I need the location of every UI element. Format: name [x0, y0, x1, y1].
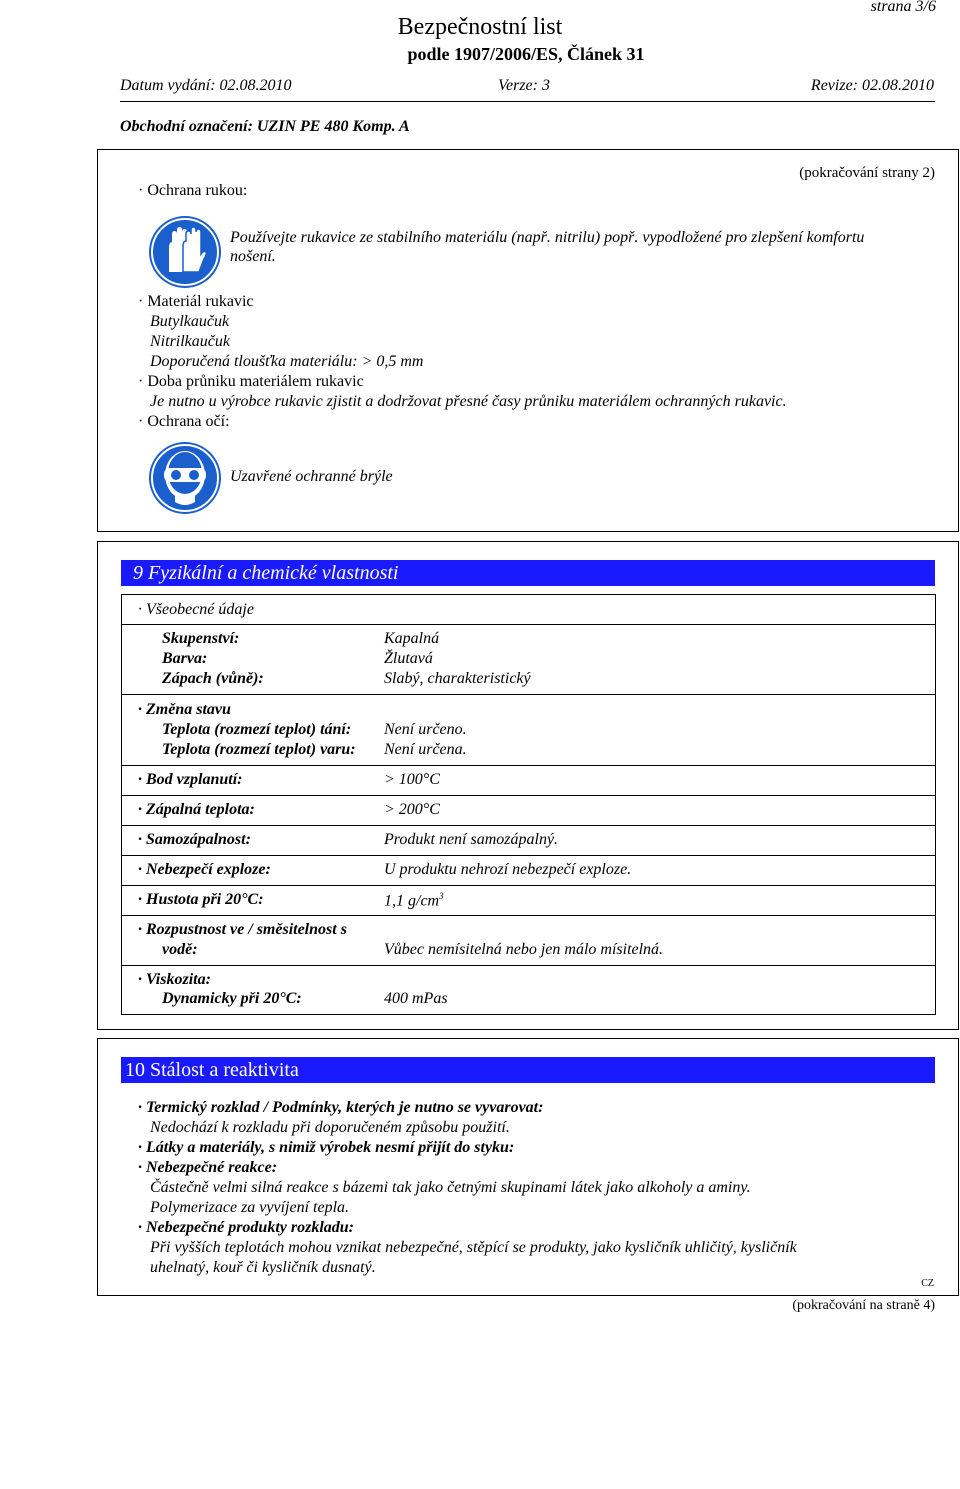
viscosity-label: · Viskozita: — [138, 971, 211, 988]
page-number: strana 3/6 — [870, 0, 936, 15]
divider — [121, 624, 935, 625]
dangerous-reactions-label: · Nebezpečné reakce: — [138, 1159, 278, 1176]
odour-label: Zápach (vůně): — [162, 670, 264, 687]
glove-material-1: Butylkaučuk — [150, 313, 230, 330]
glove-instruction-line2: nošení. — [230, 248, 276, 265]
boiling-label: Teplota (rozmezí teplot) varu: — [162, 741, 356, 758]
general-info-label: · Všeobecné údaje — [138, 601, 254, 618]
solubility-value: Vůbec nemísitelná nebo jen málo mísitelná. — [384, 941, 664, 958]
revision: Revize: 02.08.2010 — [810, 77, 934, 94]
eye-protection-label: · Ochrana očí: — [138, 413, 230, 430]
hand-protection-label: · Ochrana rukou: — [138, 182, 248, 199]
issue-date: Datum vydání: 02.08.2010 — [120, 77, 292, 94]
divider — [121, 795, 935, 796]
form-value: Kapalná — [384, 630, 440, 647]
glove-material-2: Nitrilkaučuk — [150, 333, 230, 350]
continued-to: (pokračování na straně 4) — [792, 1298, 935, 1313]
divider — [121, 885, 935, 886]
goggles-text: Uzavřené ochranné brýle — [230, 468, 393, 485]
boiling-value: Není určena. — [384, 741, 467, 758]
decomposition-products-label: · Nebezpečné produkty rozkladu: — [138, 1219, 354, 1236]
state-change-label: · Změna stavu — [138, 701, 231, 718]
dynamic-viscosity-label: Dynamicky při 20°C: — [162, 990, 302, 1007]
divider — [121, 825, 935, 826]
melting-value: Není určeno. — [384, 721, 467, 738]
divider — [121, 915, 935, 916]
density-exponent: 3 — [439, 891, 444, 901]
divider — [121, 855, 935, 856]
document-title: Bezpečnostní list — [397, 14, 563, 40]
divider — [121, 694, 935, 695]
dynamic-viscosity-value: 400 mPas — [384, 990, 448, 1007]
solubility-label-line2: vodě: — [162, 941, 198, 958]
goggles-icon — [147, 440, 223, 516]
density-value — [384, 891, 444, 910]
gloves-icon — [147, 214, 223, 290]
section9-title: 9 Fyzikální a chemické vlastnosti — [121, 560, 935, 586]
decomposition-products-text-1: Při vyšších teplotách mohou vznikat nebezpečné, stěpící se produkty, jako kysličník uhličitý, kysličník — [150, 1239, 797, 1256]
section10-title: 10 Stálost a reaktivita — [121, 1057, 935, 1083]
dangerous-reactions-text-2: Polymerizace za vyvíjení tepla. — [150, 1199, 350, 1216]
explosion-value: U produktu nehrozí nebezpečí exploze. — [384, 861, 632, 878]
density-number: 1,1 g/cm — [384, 892, 440, 910]
melting-label: Teplota (rozmezí teplot) tání: — [162, 721, 352, 738]
color-label: Barva: — [162, 650, 208, 667]
glove-material-label: · Materiál rukavic — [138, 293, 254, 310]
continued-from: (pokračování strany 2) — [799, 165, 935, 181]
material-thickness: Doporučená tloušťka materiálu: > 0,5 mm — [150, 353, 424, 370]
odour-value: Slabý, charakteristický — [384, 670, 531, 687]
ignition-value: > 200°C — [384, 801, 440, 818]
thermal-decomposition-text: Nedochází k rozkladu při doporučeném způsobu použití. — [150, 1119, 510, 1136]
breakthrough-text: Je nutno u výrobce rukavic zjistit a dodržovat přesné časy průniku materiálem ochranných rukavic. — [150, 393, 787, 410]
explosion-label: · Nebezpečí exploze: — [138, 861, 271, 878]
form-label: Skupenství: — [162, 630, 240, 647]
dangerous-reactions-text-1: Částečně velmi silná reakce s bázemi tak jako četnými skupinami látek jako alkoholy a aminy. — [150, 1179, 751, 1196]
incompatible-materials-label: · Látky a materiály, s nimiž výrobek nesmí přijít do styku: — [138, 1139, 515, 1156]
header-rule — [120, 101, 935, 102]
self-ignition-value: Produkt není samozápalný. — [384, 831, 559, 848]
divider — [121, 765, 935, 766]
self-ignition-label: · Samozápalnost: — [138, 831, 251, 848]
breakthrough-label: · Doba průniku materiálem rukavic — [138, 373, 364, 390]
flash-point-label: · Bod vzplanutí: — [138, 771, 243, 788]
document-subtitle: podle 1907/2006/ES, Článek 31 — [407, 44, 645, 64]
country-code: CZ — [921, 1278, 934, 1289]
color-value: Žlutavá — [384, 650, 433, 667]
flash-point-value: > 100°C — [384, 771, 440, 788]
decomposition-products-text-2: uhelnatý, kouř či kysličník dusnatý. — [150, 1259, 376, 1276]
ignition-label: · Zápalná teplota: — [138, 801, 255, 818]
glove-instruction-line1: Používejte rukavice ze stabilního materiálu (např. nitrilu) popř. vypodložené pro zlepšení komfortu — [230, 229, 865, 246]
divider — [121, 965, 935, 966]
trade-name: Obchodní označení: UZIN PE 480 Komp. A — [120, 118, 410, 135]
solubility-label-line1: · Rozpustnost ve / směsitelnost s — [138, 921, 347, 938]
density-label: · Hustota při 20°C: — [138, 891, 264, 908]
version: Verze: 3 — [498, 77, 550, 94]
thermal-decomposition-label: · Termický rozklad / Podmínky, kterých je nutno se vyvarovat: — [138, 1099, 544, 1116]
